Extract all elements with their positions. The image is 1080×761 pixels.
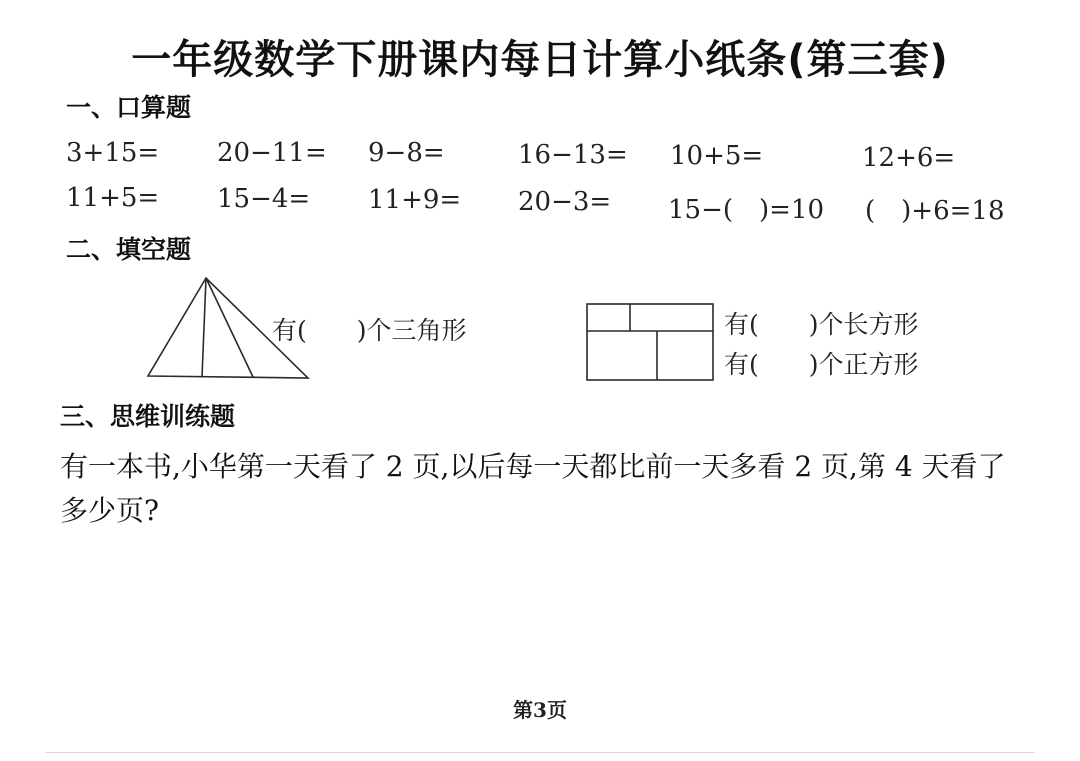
section-heading-oral: 一、口算题 <box>66 93 192 122</box>
thinking-question: 有一本书,小华第一天看了 2 页,以后每一天都比前一天多看 2 页,第 4 天看了多少页? <box>60 450 1006 527</box>
oral-problem: 12+6= <box>862 143 956 173</box>
oral-problem: 16−13= <box>518 140 628 170</box>
page-number-label: 第3页 <box>513 698 567 722</box>
rectangle-count-label: 有( )个长方形 <box>724 310 919 339</box>
page-title: 一年级数学下册课内每日计算小纸条(第三套) <box>131 37 949 83</box>
oral-problem: 9−8= <box>368 138 445 168</box>
section-heading-thinking: 三、思维训练题 <box>60 402 236 431</box>
oral-problem: 20−11= <box>217 138 327 168</box>
triangle-inner-line <box>206 278 253 377</box>
triangle-inner-line <box>202 278 206 377</box>
oral-problem: 20−3= <box>518 187 612 217</box>
oral-problem: 15−4= <box>217 184 311 214</box>
square-count-label: 有( )个正方形 <box>724 350 919 379</box>
oral-problem: 3+15= <box>66 138 160 168</box>
oral-problem: 10+5= <box>670 141 764 171</box>
outer-rectangle <box>587 304 713 380</box>
oral-problem: 11+9= <box>368 185 462 215</box>
bottom-divider <box>45 752 1035 753</box>
section-heading-fill: 二、填空题 <box>66 235 192 264</box>
oral-problem: 15−( )=10 <box>668 195 825 225</box>
oral-problem: 11+5= <box>66 183 160 213</box>
oral-problem: ( )+6=18 <box>865 196 1005 226</box>
triangle-count-label: 有( )个三角形 <box>272 316 467 345</box>
rectangle-figure <box>585 302 717 382</box>
page-number <box>0 694 1080 723</box>
